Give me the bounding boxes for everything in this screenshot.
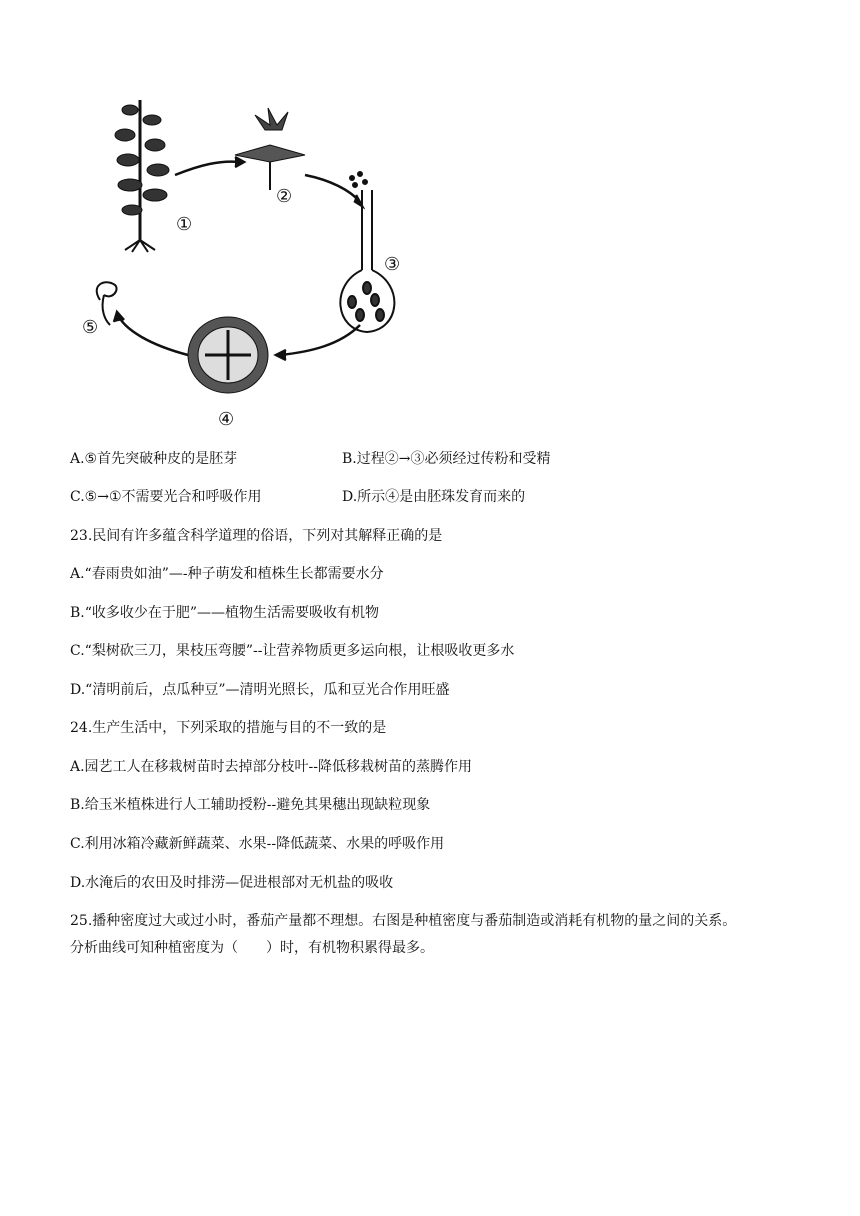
label-1: ① <box>176 214 193 235</box>
q23-option-d: D.“清明前后，点瓜种豆”—清明光照长，瓜和豆光合作用旺盛 <box>70 682 450 698</box>
q25-line-1: 25.播种密度过大或过小时，番茄产量都不理想。右图是种植密度与番茄制造或消耗有机物的量之间的关系。 <box>70 913 737 929</box>
q22-option-b: B.过程②→③必须经过传粉和受精 <box>342 451 551 467</box>
q24-option-d: D.水淹后的农田及时排涝—促进根部对无机盐的吸收 <box>70 875 394 891</box>
q23-option-c: C.“梨树砍三刀，果枝压弯腰”--让营养物质更多运向根，让根吸收更多水 <box>70 643 515 659</box>
q22-option-c: C.⑤→①不需要光合和呼吸作用 <box>70 489 262 505</box>
life-cycle-figure <box>70 90 430 435</box>
seedling-drawing <box>97 282 117 325</box>
q24-option-c: C.利用冰箱冷藏新鲜蔬菜、水果--降低蔬菜、水果的呼吸作用 <box>70 836 445 852</box>
q22-option-d: D.所示④是由胚珠发育而来的 <box>342 489 526 505</box>
q23-option-a: A.“春雨贵如油”—-种子萌发和植株生长都需要水分 <box>70 566 384 582</box>
label-4: ④ <box>218 409 235 430</box>
pistil-drawing <box>340 172 394 332</box>
tomato-flower-drawing <box>235 108 305 190</box>
q23-stem: 23.民间有许多蕴含科学道理的俗语，下列对其解释正确的是 <box>70 528 443 544</box>
q24-option-a: A.园艺工人在移栽树苗时去掉部分枝叶--降低移栽树苗的蒸腾作用 <box>70 759 473 775</box>
q24-stem: 24.生产生活中，下列采取的措施与目的不一致的是 <box>70 720 387 736</box>
q23-option-b: B.“收多收少在于肥”——植物生活需要吸收有机物 <box>70 605 380 621</box>
q25-line-2: 分析曲线可知种植密度为（ ）时，有机物积累得最多。 <box>70 940 434 956</box>
label-3: ③ <box>384 254 401 275</box>
tomato-fruit-drawing <box>188 317 268 393</box>
q22-option-a: A.⑤首先突破种皮的是胚芽 <box>70 451 238 467</box>
q24-option-b: B.给玉米植株进行人工辅助授粉--避免其果穗出现缺粒现象 <box>70 797 431 813</box>
label-5: ⑤ <box>82 317 99 338</box>
tomato-plant-drawing <box>115 100 169 252</box>
label-2: ② <box>276 186 293 207</box>
